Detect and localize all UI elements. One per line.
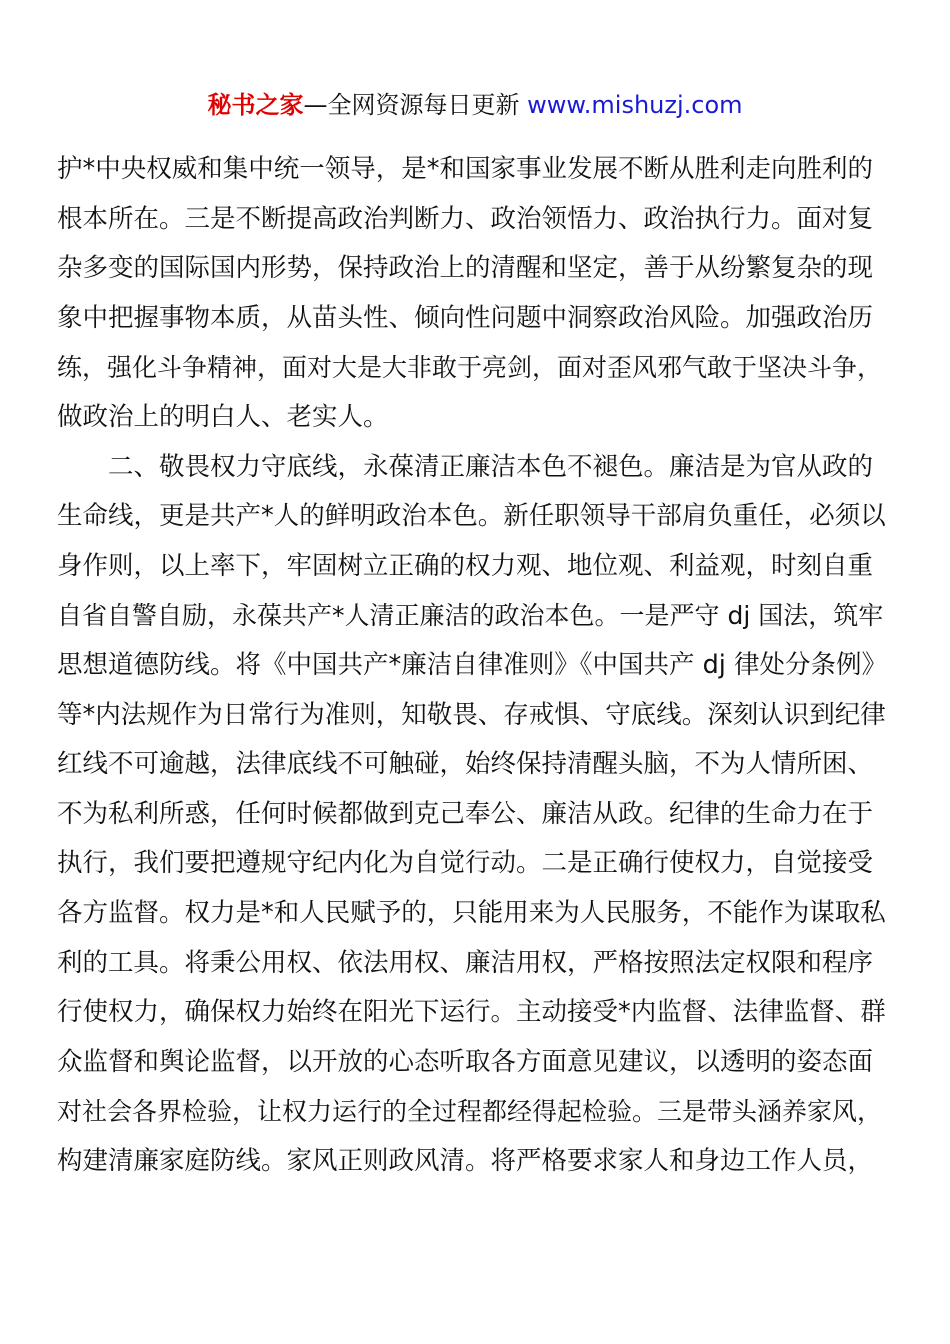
text-line: 执行，我们要把遵规守纪内化为自觉行动。二是正确行使权力，自觉接受: [57, 848, 874, 879]
text-line: 构建清廉家庭防线。家风正则政风清。将严格要求家人和身边工作人员，: [57, 1145, 874, 1176]
text-line: 做政治上的明白人、老实人。: [57, 401, 389, 432]
text-line: 各方监督。权力是*和人民赋予的，只能用来为人民服务，不能作为谋取私: [57, 897, 886, 928]
text-line: 行使权力，确保权力始终在阳光下运行。主动接受*内监督、法律监督、群: [57, 997, 886, 1028]
site-brand: 秘书之家: [207, 91, 304, 119]
text-line: 不为私利所惑，任何时候都做到克己奉公、廉洁从政。纪律的生命力在于: [57, 798, 874, 829]
text-line: 红线不可逾越，法律底线不可触碰，始终保持清醒头脑，不为人情所困、: [57, 749, 874, 780]
site-tagline: —全网资源每日更新: [303, 91, 520, 119]
text-line: 生命线，更是共产*人的鲜明政治本色。新任职领导干部肩负重任，必须以: [57, 501, 886, 532]
text-line: 等*内法规作为日常行为准则，知敬畏、存戒惧、守底线。深刻认识到纪律: [57, 699, 886, 730]
site-header: [0, 88, 950, 122]
text-line: 杂多变的国际国内形势，保持政治上的清醒和坚定，善于从纷繁复杂的现: [57, 253, 874, 284]
text-line: 自省自警自励，永葆共产*人清正廉洁的政治本色。一是严守 dj 国法，筑牢: [57, 601, 884, 631]
text-line: 护*中央权威和集中统一领导，是*和国家事业发展不断从胜利走向胜利的: [57, 154, 874, 184]
text-line: 象中把握事物本质，从苗头性、倾向性问题中洞察政治风险。加强政治历: [57, 302, 874, 333]
document-body: [57, 145, 897, 1186]
text-line: 根本所在。三是不断提高政治判断力、政治领悟力、政治执行力。面对复: [57, 203, 874, 234]
text-line: 身作则，以上率下，牢固树立正确的权力观、地位观、利益观，时刻自重: [57, 550, 874, 581]
text-line: 众监督和舆论监督，以开放的心态听取各方面意见建议，以透明的姿态面: [57, 1046, 874, 1077]
text-line: 思想道德防线。将《中国共产*廉洁自律准则》《中国共产 dj 律处分条例》: [57, 649, 887, 680]
section-heading-line: 二、敬畏权力守底线，永葆清正廉洁本色不褪色。廉洁是为官从政的: [108, 451, 874, 482]
text-line: 练，强化斗争精神，面对大是大非敢于亮剑，面对歪风邪气敢于坚决斗争，: [57, 353, 883, 383]
text-line: 对社会各界检验，让权力运行的全过程都经得起检验。三是带头涵养家风，: [57, 1097, 883, 1127]
site-url-link[interactable]: www.mishuzj.com: [527, 91, 743, 119]
text-line: 利的工具。将秉公用权、依法用权、廉洁用权，严格按照法定权限和程序: [57, 947, 874, 978]
